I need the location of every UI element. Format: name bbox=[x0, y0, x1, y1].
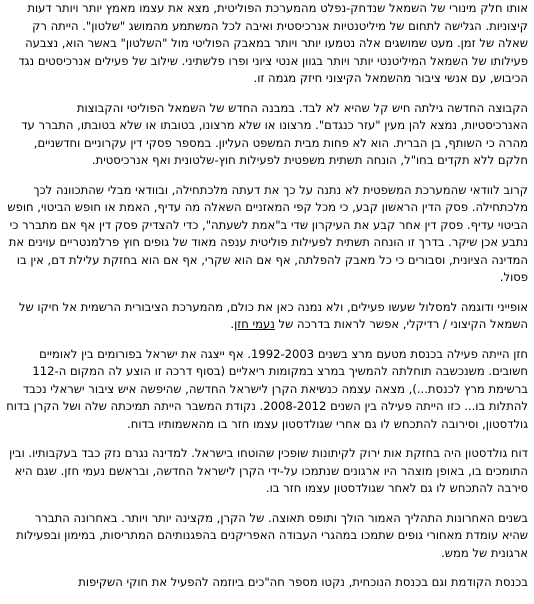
naomi-chazan-link[interactable]: נעמי חזן bbox=[234, 317, 275, 331]
paragraph-4 bbox=[6, 299, 528, 334]
paragraph-8 bbox=[6, 574, 528, 592]
paragraph-6-text: דוח גולדסטון היה בחזקת אות ירוק לקיתונות שופכין שהוטחו בישראל. למדינה נגרם נזק כבד בעקבותיו. ובין התומכים בו, באופן מוצהר היו ארגונים שנתמכו על-ידי הקרן לישראל החדשה, ובראשם נעמי חזן. שגם היא סירבה להתכחש לו גם לאחר שגולדסטון עצמו חזר בו. bbox=[9, 446, 528, 495]
paragraph-5-text: חזן הייתה פעילה בכנסת מטעם מרצ בשנים 1992-2003. אף ייצגה את ישראל בפורומים בין לאומיים חשובים. משנכשבה תוחלתה להמשיך במרצ במקומות ריאליים (בסוף דרכה זו הוצע לה המקום ה-112 ברשימת מרץ לכנסת...), מצאה עצמה כנשיאת הקרן לישראל החדשה, שהיפשה איש ציבור ישראלי נכבד להתלות בו... כזו הייתה פעילה בין השנים 2008-2012. נקודת המשבר הייתה תמיכתה שלה ושל הקרן בדוח גולדסטון, וסירובה להתכחש לו גם אחרי שגולדסטון עצמו חזר בו מהאשמותיו בדוח. bbox=[6, 346, 528, 431]
paragraph-3-text: קרוב לוודאי שהמערכת המשפטית לא נתנה על כך את דעתה מלכתחילה, ובוודאי מבלי שהתכוונה לכך מלכתחילה. פסק הדין הראשון קבע, כי מכל קפי המאזניים השאלה מה עדיף, האמת או חופש הביטוי, חופש הביטוי עדיף. פסק דין אחר קבע את העיקרון שדי ב"אמת לשעתה", כדי להצדיק פסק דין אף אם מתברר כי נתבע אכן שיקר. בדרך זו הונחה תשתית לפעילות פוליטית ענפה מאוד של גופים חוץ פרלמנטריים עוינים את המדינה הציונית, וסבורים כי כל מאבק להפלתה, אף אם הוא שקרי, אף אם הוא בחזקת עלילת דם, אין בו פסול. bbox=[7, 182, 528, 284]
paragraph-4-tail: . bbox=[230, 317, 235, 331]
paragraph-5 bbox=[6, 346, 528, 434]
paragraph-6 bbox=[6, 445, 528, 498]
paragraph-2-text: הקבוצה החדשה גילתה חיש קל שהיא לא לבד. במבנה החדש של השמאל הפוליטי והקבוצות האנרכיסטיות, נמצא להן מעין "עזר כנגדם". מרצונו או שלא מרצונו, בטובתו או שלא בטובתו, התברר עד מהרה כי השותף, בן הברית. הוא לא פחות מבית המשפט העליון. במספר פסקי דין עקרוניים וחדשניים, חלקם ללא תקדים בחו"ל, הונחה תשתית משפטית לפעילות חוץ-שלטונית ואף אנרכיסטית. bbox=[21, 100, 528, 167]
paragraph-1-text: אותו חלק מינורי של השמאל שנדחק-נפלט מהמערכת הפוליטית, מצא את עצמו מאמץ יותר ויותר דעות קיצוניות. הגלישה לתחום של מיליטנטיות אנרכיסטית ואיבה לכל המשתמע מהמושג "שלטון". הייתה רק שאלה של זמן. מעט שמושגים אלה נטמעו יותר ויותר במאבק הפוליטי מול "השלטון" באשר הוא, נצבעה פעילותו של השמאל המיליטנטי יותר ויותר בגוון אנטי ציוני ופרו פלשתיני. שילוב של פעילים אנרכיסטים נגד הכיבוש, עם אנשי ציבור מהשמאל הקיצוני חיזק מגמה זו. bbox=[18, 1, 528, 85]
paragraph-4-text: אופייני ודוגמה למסלול שעשו פעילים, ולא נמנה כאן את כולם, מהמערכת הציבורית הרשמית אל חיקו של השמאל הקיצוני / רדיקלי, אפשר לראות בדרכה של bbox=[18, 299, 528, 331]
paragraph-3 bbox=[6, 182, 528, 287]
paragraph-1 bbox=[6, 0, 528, 88]
paragraph-8-text: בכנסת הקודמת וגם בכנסת הנוכחית, נקטו מספר חה"כים ביוזמה להפעיל את חוקי השקיפות bbox=[78, 575, 528, 589]
paragraph-7-text: בשנים האחרונות התהליך האמור הולך ותופס תאוצה. של הקרן, מקצינה יותר ויותר. באחרונה התברר שהיא עומדת מאחורי גופים שתמכו במהגרי העבודה האפריקנים בהפגנותיהם המתריסות, במימון ובפעילות ארגונית של ממש. bbox=[16, 510, 528, 560]
paragraph-2 bbox=[6, 100, 528, 170]
paragraph-7 bbox=[6, 510, 528, 563]
article-body bbox=[6, 0, 528, 604]
